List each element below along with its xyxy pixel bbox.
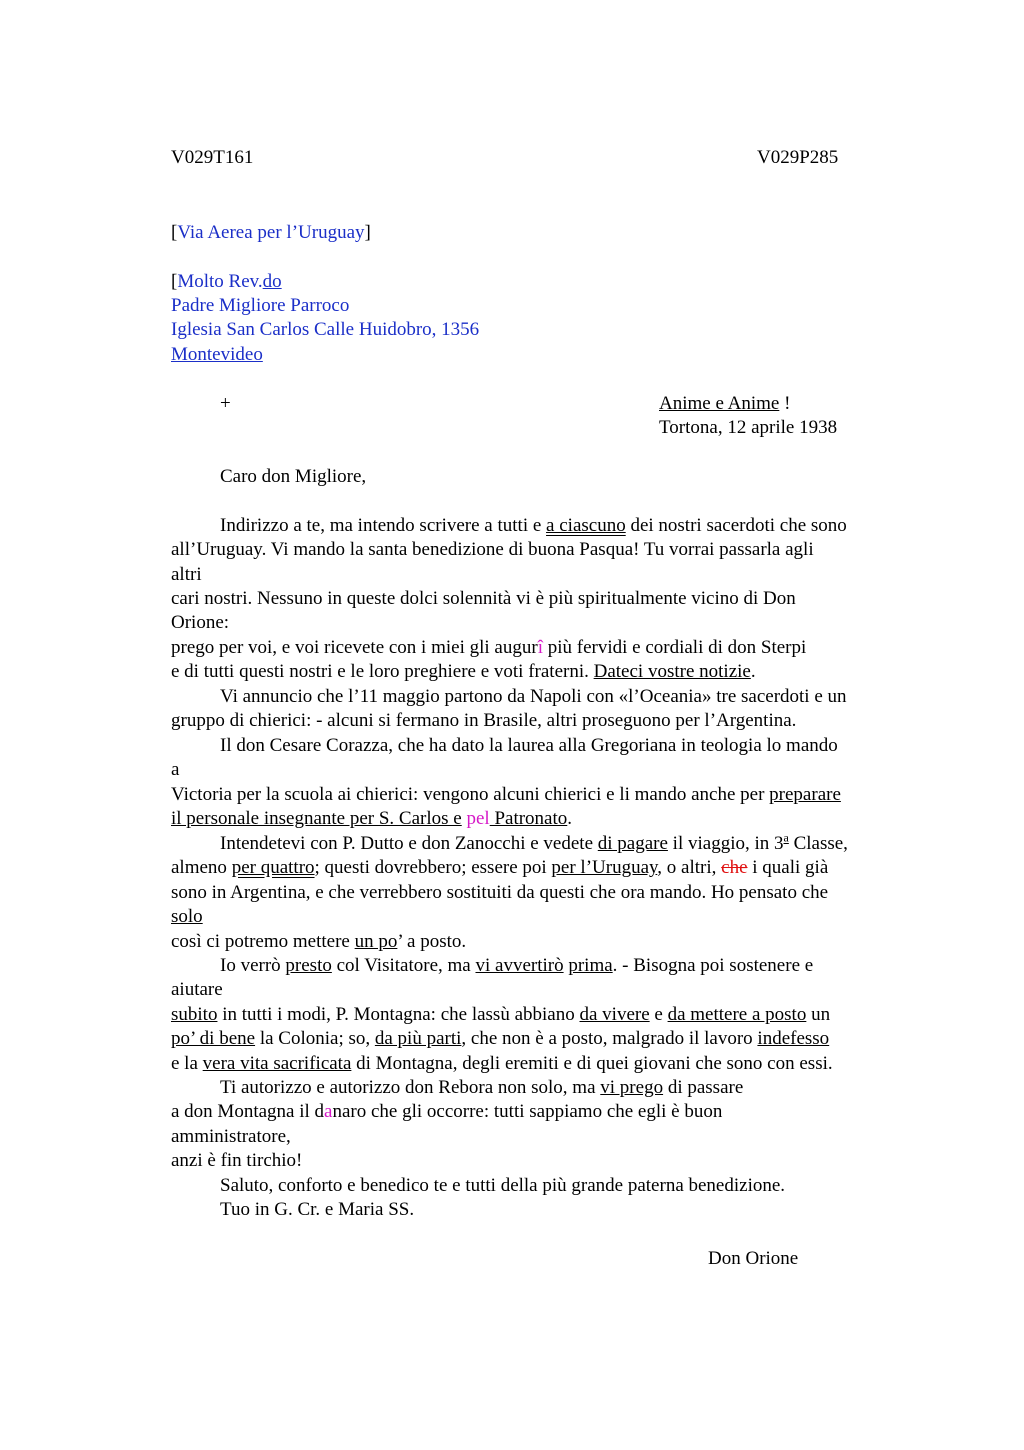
body-line: almeno per quattro; questi dovrebbero; essere poi per l’Uruguay, o altri, che i quali già bbox=[171, 857, 829, 878]
address-title: Molto Rev. bbox=[177, 271, 263, 292]
body-line: subito in tutti i modi, P. Montagna: che lassù abbiano da vivere e da mettere a posto un bbox=[171, 1004, 831, 1025]
body-line: anzi è fin tirchio! bbox=[171, 1150, 303, 1171]
inserted-char: a bbox=[324, 1101, 333, 1122]
motto-line: Anime e Anime ! bbox=[659, 393, 791, 414]
body-line: aiutare bbox=[171, 979, 223, 1000]
doc-code-left: V029T161 bbox=[171, 147, 254, 168]
doc-code-right: V029P285 bbox=[757, 147, 839, 168]
body-line: amministratore, bbox=[171, 1126, 291, 1147]
body-line: il personale insegnante per S. Carlos e pel Patronato. bbox=[171, 808, 573, 829]
body-line: all’Uruguay. Vi mando la santa benedizione di buona Pasqua! Tu vorrai passarla agli bbox=[171, 539, 814, 560]
salutation: Caro don Migliore, bbox=[220, 466, 367, 487]
address-line-3: Iglesia San Carlos Calle Huidobro, 1356 bbox=[171, 319, 480, 340]
airmail-text: Via Aerea per l’Uruguay bbox=[177, 222, 365, 243]
body-line: Orione: bbox=[171, 612, 230, 633]
body-line: sono in Argentina, e che verrebbero sostituiti da questi che ora mando. Ho pensato che bbox=[171, 882, 829, 903]
airmail-note: [Via Aerea per l’Uruguay] bbox=[171, 222, 371, 243]
letter-date: Tortona, 12 aprile 1938 bbox=[659, 417, 838, 438]
inserted-char: î bbox=[537, 637, 543, 658]
address-title-abbr: do bbox=[262, 271, 282, 292]
body-line: Io verrò presto col Visitatore, ma vi avvertirò prima. - Bisogna poi sostenere e bbox=[220, 955, 814, 976]
body-line: a don Montagna il danaro che gli occorre: tutti sappiamo che egli è buon bbox=[171, 1101, 723, 1122]
body-line: prego per voi, e voi ricevete con i miei gli augurî più fervidi e cordiali di don Sterpi bbox=[171, 637, 807, 658]
body-line: Victoria per la scuola ai chierici: vengono alcuni chierici e li mando anche per preparare bbox=[171, 784, 841, 805]
address-line-2: Padre Migliore Parroco bbox=[171, 295, 350, 316]
body-line: Tuo in G. Cr. e Maria SS. bbox=[220, 1199, 415, 1220]
body-line: così ci potremo mettere un po’ a posto. bbox=[171, 931, 467, 952]
signature: Don Orione bbox=[708, 1248, 799, 1269]
body-line: a bbox=[171, 759, 180, 780]
body-line: altri bbox=[171, 564, 202, 585]
address-line-1: [Molto Rev.do bbox=[171, 271, 282, 292]
address-line-4: Montevideo bbox=[171, 344, 263, 365]
body-line: Il don Cesare Corazza, che ha dato la laurea alla Gregoriana in teologia lo mando bbox=[220, 735, 838, 756]
body-line: po’ di bene la Colonia; so, da più parti, che non è a posto, malgrado il lavoro indefesso bbox=[171, 1028, 830, 1049]
body-line: e la vera vita sacrificata di Montagna, degli eremiti e di quei giovani che sono con essi. bbox=[171, 1053, 833, 1074]
body-line: cari nostri. Nessuno in queste dolci solennità vi è più spiritualmente vicino di Don bbox=[171, 588, 796, 609]
inserted-word: pel bbox=[461, 808, 490, 829]
body-line: e di tutti questi nostri e le loro preghiere e voti fraterni. Dateci vostre notizie. bbox=[171, 661, 756, 682]
body-line: gruppo di chierici: - alcuni si fermano in Brasile, altri proseguono per l’Argentina. bbox=[171, 710, 797, 731]
body-line: Indirizzo a te, ma intendo scrivere a tutti e a ciascuno dei nostri sacerdoti che sono bbox=[220, 515, 847, 536]
cross-mark: + bbox=[220, 393, 231, 414]
body-line: Intendetevi con P. Dutto e don Zanocchi e vedete di pagare il viaggio, in 3$^a$ Classe, bbox=[220, 830, 848, 854]
motto: Anime e Anime bbox=[659, 393, 780, 414]
body-line: solo bbox=[171, 906, 203, 927]
deleted-word: che bbox=[721, 857, 748, 878]
body-line: Vi annuncio che l’11 maggio partono da Napoli con «l’Oceania» tre sacerdoti e un bbox=[220, 686, 847, 707]
body-line: Ti autorizzo e autorizzo don Rebora non solo, ma vi prego di passare bbox=[220, 1077, 744, 1098]
body-line: Saluto, conforto e benedico te e tutti della più grande paterna benedizione. bbox=[220, 1175, 786, 1196]
